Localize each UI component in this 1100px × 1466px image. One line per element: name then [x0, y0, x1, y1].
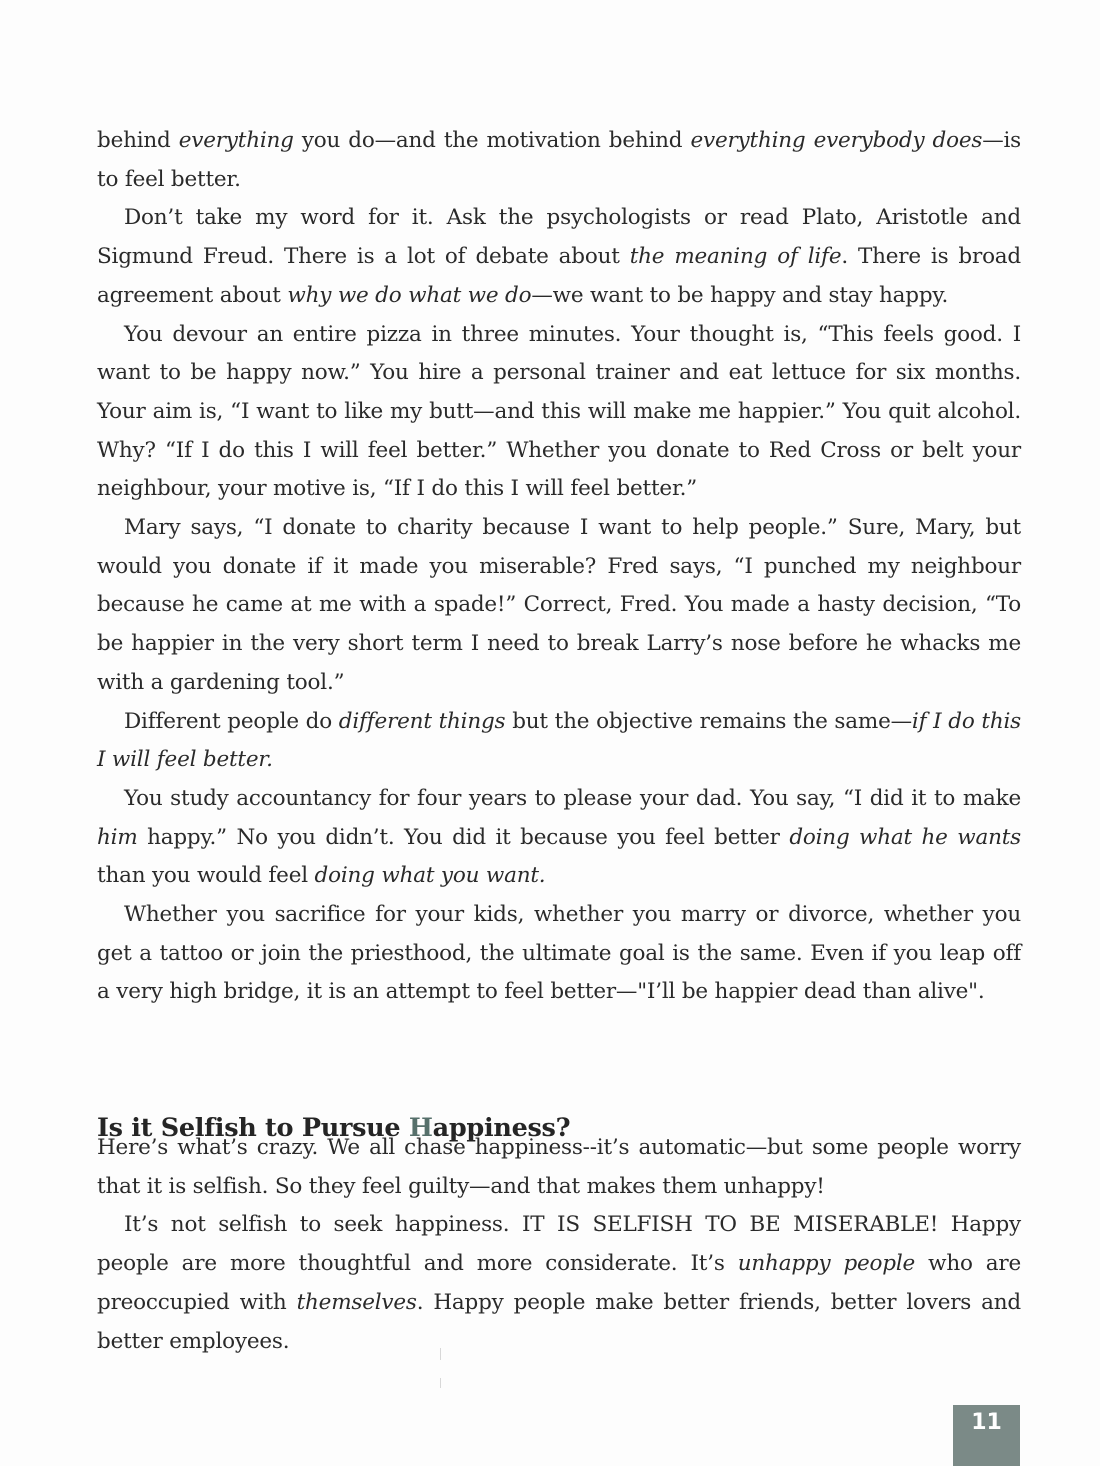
heading-text-after: appiness? — [432, 1113, 571, 1144]
paragraph — [97, 896, 1021, 1012]
text-run: . There is broad agreement about — [97, 244, 1021, 308]
italic-text: different things — [338, 708, 506, 734]
paragraph — [97, 1129, 1021, 1206]
text-run: Don’t take my word for it. Ask the psychologists or read Plato, Aristotle and Sigmund Freud. There is a lot of debate about — [97, 205, 1021, 270]
scan-artifact — [440, 1378, 441, 1388]
italic-text: the meaning of life — [629, 244, 842, 270]
paragraph — [97, 199, 1021, 315]
text-run: Mary says, “I donate to charity because I want to help people.” Sure, Mary, but would you donate if it made you miserable? Fred says, “I punched my neighbour because he came at me with a spade!” Correct, Fred. You made a hasty decision, “To be happier in the very short term I need to break Larry’s nose before he whacks me with a gardening tool.” — [97, 515, 1021, 695]
text-run: —is to feel better. — [97, 128, 1021, 192]
text-run: Here’s what’s crazy. We all chase happiness--it’s automatic—but some people worry that it is selfish. So they feel guilty—and that makes them unhappy! — [97, 1135, 1021, 1199]
heading-accent-letter: H — [408, 1113, 433, 1144]
paragraph — [97, 703, 1021, 780]
italic-text: everything — [178, 128, 294, 153]
page-number: 11 — [971, 1410, 1002, 1435]
paragraph — [97, 780, 1021, 896]
text-run: Different people do — [124, 708, 339, 734]
paragraph — [97, 1206, 1021, 1361]
text-run: —we want to be happy and stay happy. — [531, 282, 949, 308]
heading-text-before: Is it Selfish to Pursue — [97, 1113, 409, 1144]
italic-text: if I do this I will feel better. — [97, 708, 1021, 773]
text-run: Whether you sacrifice for your kids, whether you marry or divorce, whether you get a tattoo or join the priesthood, the ultimate goal is the same. Even if you leap off a very high bridge, it is an attempt to feel better—"I’ll be happier dead than alive". — [97, 902, 1021, 1005]
italic-text: doing what you want. — [314, 863, 546, 889]
text-run: It’s not selfish to seek happiness. IT IS SELFISH TO BE MISERABLE! Happy people are more thoughtful and more considerate. It’s — [97, 1212, 1021, 1277]
text-run: You study accountancy for four years to please your dad. You say, “I did it to make — [124, 785, 1021, 811]
italic-text: why we do what we do — [287, 282, 532, 308]
text-run: You devour an entire pizza in three minutes. Your thought is, “This feels good. I want to be happy now.” You hire a personal trainer and eat lettuce for six months. Your aim is, “I want to like my butt—and this will make me happier.” You quit alcohol. Why? “If I do this I will feel better.” Whether you donate to Red Cross or belt your neighbour, your motive is, “If I do this I will feel better.” — [97, 321, 1021, 502]
page-number-badge — [953, 1405, 1020, 1466]
text-run: behind — [97, 128, 179, 153]
paragraph — [97, 316, 1021, 510]
body-text-section-2 — [97, 1129, 1021, 1361]
italic-text: themselves — [296, 1289, 417, 1315]
paragraph — [97, 122, 1021, 199]
text-run: you do—and the motivation behind — [293, 128, 691, 153]
text-run: but the objective remains the same— — [505, 708, 912, 734]
italic-text: everything everybody does — [690, 128, 983, 153]
scan-artifact — [440, 1348, 441, 1360]
italic-text: him — [97, 824, 138, 850]
text-run: . Happy people make better friends, better lovers and better employees. — [97, 1289, 1021, 1354]
text-run: than you would feel — [97, 863, 315, 889]
paragraph — [97, 509, 1021, 703]
text-run: who are preoccupied with — [97, 1251, 1022, 1315]
italic-text: unhappy people — [737, 1251, 916, 1277]
body-text-section-1 — [97, 122, 1021, 1012]
italic-text: doing what he wants — [789, 824, 1021, 850]
text-run: happy.” No you didn’t. You did it because you feel better — [137, 824, 790, 850]
